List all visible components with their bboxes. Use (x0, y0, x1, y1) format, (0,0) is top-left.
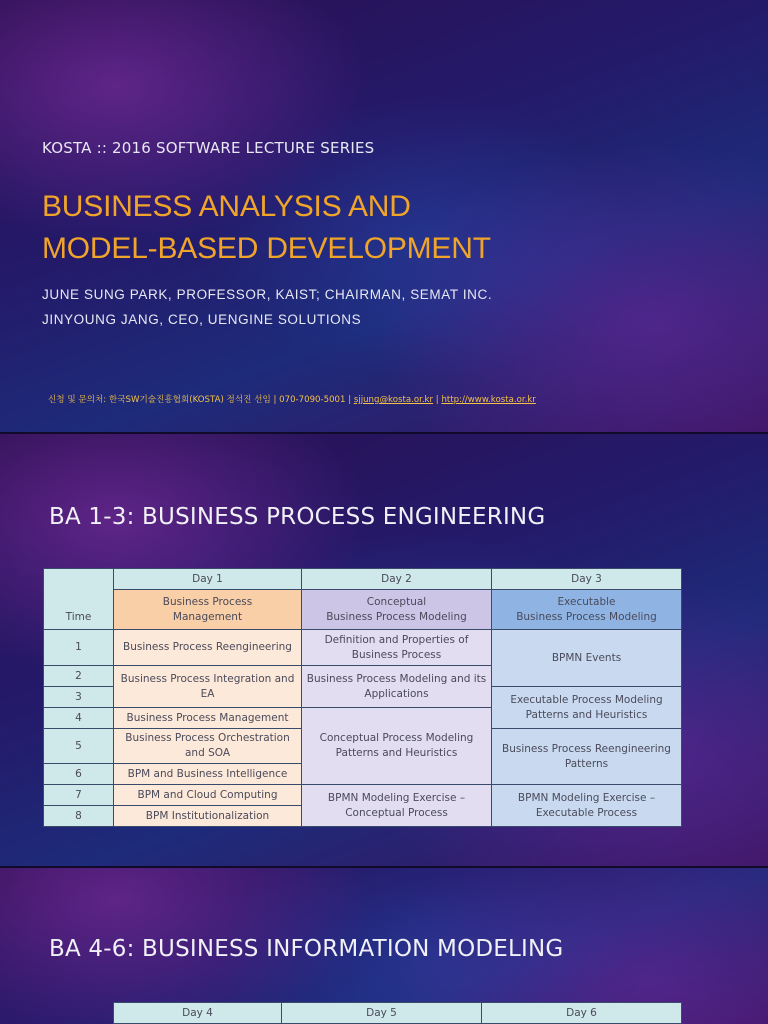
schedule-slide-ba1-3 (0, 434, 768, 866)
session-cell: Conceptual Process Modeling Patterns and Heuristics (302, 708, 492, 785)
session-cell: BPM and Business Intelligence (114, 764, 302, 785)
track-header-conceptual: Conceptual Business Process Modeling (302, 590, 492, 630)
day-header: Day 6 (482, 1003, 682, 1024)
day-header: Day 2 (302, 569, 492, 590)
day-header: Day 4 (114, 1003, 282, 1024)
slide-title: BA 1-3: BUSINESS PROCESS ENGINEERING (49, 504, 546, 530)
day-header: Day 1 (114, 569, 302, 590)
time-cell: 6 (44, 764, 114, 785)
author-1: JUNE SUNG PARK, PROFESSOR, KAIST; CHAIRMAN, SEMAT INC. (42, 287, 493, 302)
contact-text: 신청 및 문의처: 한국SW기술진흥협회(KOSTA) 정석진 선임 | 070-7090-5001 | (48, 395, 354, 405)
series-label: KOSTA :: 2016 SOFTWARE LECTURE SERIES (42, 139, 375, 157)
session-cell: Business Process Orchestration and SOA (114, 729, 302, 764)
table-row (44, 590, 682, 630)
time-cell: 3 (44, 687, 114, 708)
session-cell: Business Process Integration and EA (114, 666, 302, 708)
day-header: Day 5 (282, 1003, 482, 1024)
time-header: Time (44, 569, 114, 630)
session-cell: Definition and Properties of Business Process (302, 630, 492, 666)
session-cell: Business Process Reengineering Patterns (492, 729, 682, 785)
contact-url-link[interactable]: http://www.kosta.or.kr (441, 395, 536, 405)
session-cell: BPMN Events (492, 630, 682, 687)
course-title-line-1: BUSINESS ANALYSIS AND (42, 190, 411, 223)
day-header: Day 3 (492, 569, 682, 590)
contact-separator: | (433, 395, 442, 405)
table-row (44, 785, 682, 806)
table-row (114, 1003, 682, 1024)
table-row (44, 569, 682, 590)
slide-title: BA 4-6: BUSINESS INFORMATION MODELING (49, 936, 564, 962)
title-slide (0, 0, 768, 432)
time-cell: 7 (44, 785, 114, 806)
schedule-slide-ba4-6 (0, 868, 768, 1024)
table-row (44, 630, 682, 666)
course-title-line-2: MODEL-BASED DEVELOPMENT (42, 232, 491, 265)
session-cell: Executable Process Modeling Patterns and Heuristics (492, 687, 682, 729)
time-cell: 4 (44, 708, 114, 729)
session-cell: BPMN Modeling Exercise – Executable Process (492, 785, 682, 827)
session-cell: Business Process Reengineering (114, 630, 302, 666)
time-cell: 1 (44, 630, 114, 666)
session-cell: Business Process Management (114, 708, 302, 729)
course-title (42, 186, 491, 270)
session-cell: Business Process Modeling and its Applications (302, 666, 492, 708)
session-cell: BPMN Modeling Exercise – Conceptual Process (302, 785, 492, 827)
schedule-table (113, 1002, 682, 1024)
time-cell: 2 (44, 666, 114, 687)
contact-email-link[interactable]: sjjung@kosta.or.kr (353, 395, 434, 405)
contact-line (48, 393, 536, 405)
schedule-table (43, 568, 682, 827)
session-cell: BPM and Cloud Computing (114, 785, 302, 806)
track-header-executable: Executable Business Process Modeling (492, 590, 682, 630)
author-2: JINYOUNG JANG, CEO, UENGINE SOLUTIONS (42, 312, 362, 327)
authors (42, 282, 492, 332)
session-cell: BPM Institutionalization (114, 806, 302, 827)
time-cell: 5 (44, 729, 114, 764)
track-header-bpm: Business Process Management (114, 590, 302, 630)
time-cell: 8 (44, 806, 114, 827)
